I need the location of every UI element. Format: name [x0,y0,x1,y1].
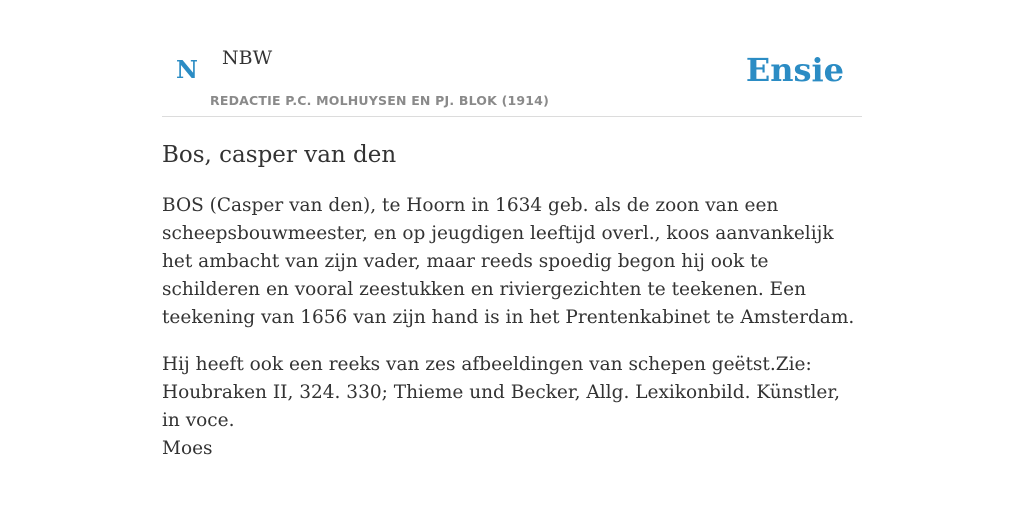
page [162,0,862,459]
source-logo[interactable]: N [176,55,198,84]
article-paragraph: BOS (Casper van den), te Hoorn in 1634 geb. als de zoon van een scheepsbouwmeester, en op jeugdigen leeftijd overl., koos aanvankelijk het ambacht van zijn vader, maar reeds spoedig begon hij ook te schilderen en vooral zeestukken en riviergezichten te teekenen. Een teekening van 1656 van zijn hand is in het Prentenkabinet te Amsterdam. [162,195,855,328]
article-author: Moes [162,438,213,459]
source-editors: REDACTIE P.C. MOLHUYSEN EN PJ. BLOK (1914) [210,93,549,108]
article-body [162,192,862,454]
article-title: Bos, casper van den [162,142,397,168]
article-paragraph: Hij heeft ook een reeks van zes afbeeldingen van schepen geëtst.Zie: Houbraken II, 324. 330; Thieme und Becker, Allg. Lexikonbild. Künstler, in voce. [162,354,841,431]
source-name-link[interactable]: NBW [222,47,273,69]
brand-logo-link[interactable]: Ensie [745,51,844,89]
header [162,0,862,117]
